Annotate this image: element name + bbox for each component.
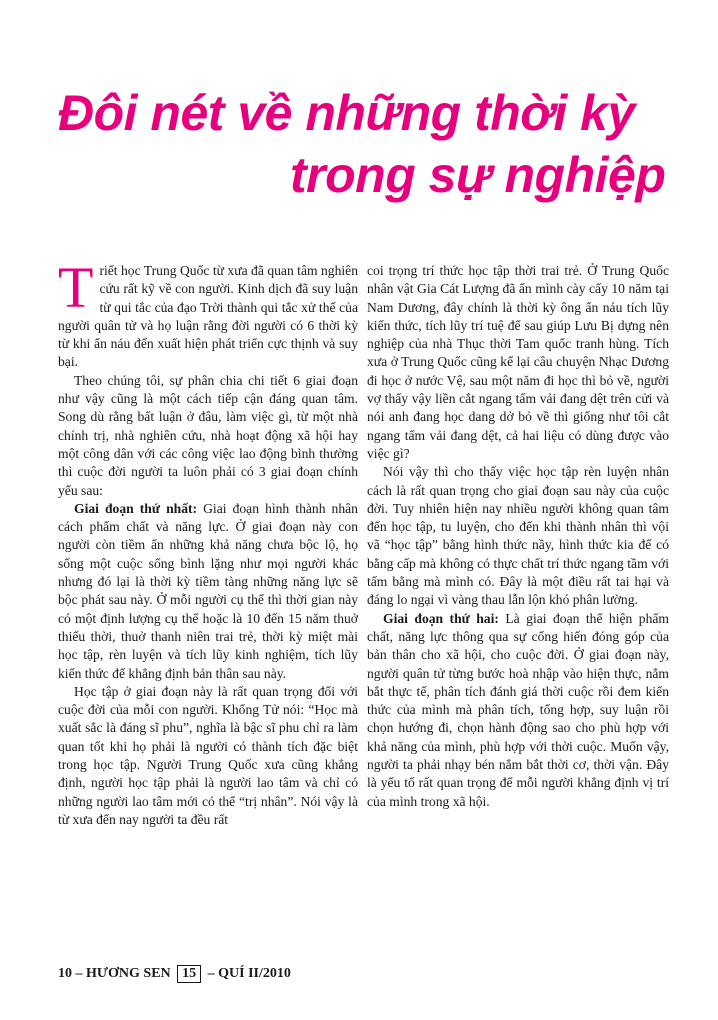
paragraph: coi trọng trí thức học tập thời trai trẻ. Ở Trung Quốc nhân vật Gia Cát Lượng đã ẩn mình cày cấy 10 năm tại Nam Dương, đây chính là thời kỳ ông ẩn náu tích lũy kiến thức, tích lũy trí tuệ để sau giúp Lưu Bị dựng nên nghiệp của nhà Thục thời Tam quốc tranh hùng. Tích xưa ở Trung Quốc cũng kể lại câu chuyện Nhạc Dương đi học ở nước Vệ, sau một năm đi học thì bỏ về, người vợ thấy vậy liền cắt ngang tấm vải đang dệt trên cửi và nói anh đang học dang dở bỏ về thì giống như tôi cắt ngang tấm vải đang dệt, cả hai liệu có dùng được vào việc gì? [367,263,669,461]
paragraph-stage-two [367,610,669,811]
right-column [367,262,669,811]
paragraph-text: Là giai đoạn thể hiện phẩm chất, năng lực thông qua sự cống hiến đóng góp của bản thân cho xã hội, cho cuộc đời. Ở giai đoạn này, người quân tử từng bước hoà nhập vào hiện thực, nắm bắt thực tế, phân tích đánh giá thời cuộc rồi đem kiến thức của mình mà phân tích, tổng hợp, suy luận rồi chọn hướng đi, chọn hành động sao cho phù hợp với khả năng của mình, phù hợp với thời cuộc. Muốn vậy, người ta phải nhạy bén nắm bắt thời cơ, thời vận. Đây là yếu tố rất quan trọng để mỗi người khẳng định vị trí của mình trong xã hội. [367,610,669,809]
drop-cap: T [58,255,94,320]
footer-prefix: 10 – HƯƠNG SEN [58,966,171,981]
title-line-2: trong sự nghiệp [290,147,666,203]
paragraph-text: Giai đoạn hình thành nhân cách phẩm chất và năng lực. Ở giai đoạn này con người còn tiềm ẩn những khả năng chưa bộc lộ, họ sống một cuộc sống bình lặng như mọi người khác nhưng đó lại là thời kỳ tiềm tàng những năng lực sẽ bộc phát sau này. Ở mỗi người cụ thể thì thời gian này có một định lượng cụ thể hoặc là 10 đến 15 năm thuở thiếu thời, thuở thanh niên trai trẻ, thời kỳ miệt mài học tập, rèn luyện và tích lũy kinh nghiệm, tích lũy kiến thức để khẳng định bản thân sau này. [58,500,358,681]
paragraph: Theo chúng tôi, sự phân chia chi tiết 6 giai đoạn như vậy cũng là một cách tiếp cận đáng quan tâm. Song dù rằng bất luận ở đâu, làm việc gì, từ một nhà chính trị, nhà nghiên cứu, nhà hoạt động xã hội hay một công dân với các công việc lao động bình thường thì cuộc đời người ta luôn phải có 3 giai đoạn chính yếu sau: [58,372,358,498]
footer-suffix: – QUÍ II/2010 [207,966,291,981]
page-footer [58,965,291,983]
issue-number-box: 15 [177,965,201,983]
paragraph-stage-one [58,500,358,683]
stage-one-heading: Giai đoạn thứ nhất: [74,500,198,516]
left-column [58,255,358,829]
paragraph: Nói vậy thì cho thấy việc học tập rèn luyện nhân cách là rất quan trọng cho giai đoạn sau này của cuộc đời. Tuy nhiên hiện nay nhiều người không quan tâm đến học tập, tu luyện, cho đến khi thành nhân thì vội vã “học tập” bằng hình thức nầy, hình thức kia để có bằng cấp mà không có thực chất trí thức ngang tầm với tấm bằng mà mình có. Đây là một điều rất tai hại và đáng lo ngại vì vàng thau lẫn lộn khó phân lường. [367,464,669,608]
paragraph-intro [58,255,358,372]
stage-two-heading: Giai đoạn thứ hai: [383,610,499,626]
paragraph: Học tập ở giai đoạn này là rất quan trọng đối với cuộc đời của mỗi con người. Khổng Tử nói: “Học mà xuất sắc là đáng sĩ phu”, nghĩa là bậc sĩ phu chỉ ra làm quan tốt khi họ phải là người có thành tích đặc biệt trong học tập. Người Trung Quốc xưa cũng khẳng định, người học tập phải là người lao tâm và chỉ có những người lao tâm mới có thể “trị nhân”. Nói vậy là từ xưa đến nay người ta đều rất [58,683,358,827]
title-line-1: Đôi nét về những thời kỳ [58,85,635,141]
paragraph-text: riết học Trung Quốc từ xưa đã quan tâm nghiên cứu rất kỹ về con người. Kinh dịch đã suy luận từ qui tắc của đạo Trời thành qui tắc xử thế của người quân tử và họ luận rằng đời người có 6 thời kỳ từ khi ẩn náu đến xuất hiện phát triển cực thịnh và suy bại. [58,263,358,370]
